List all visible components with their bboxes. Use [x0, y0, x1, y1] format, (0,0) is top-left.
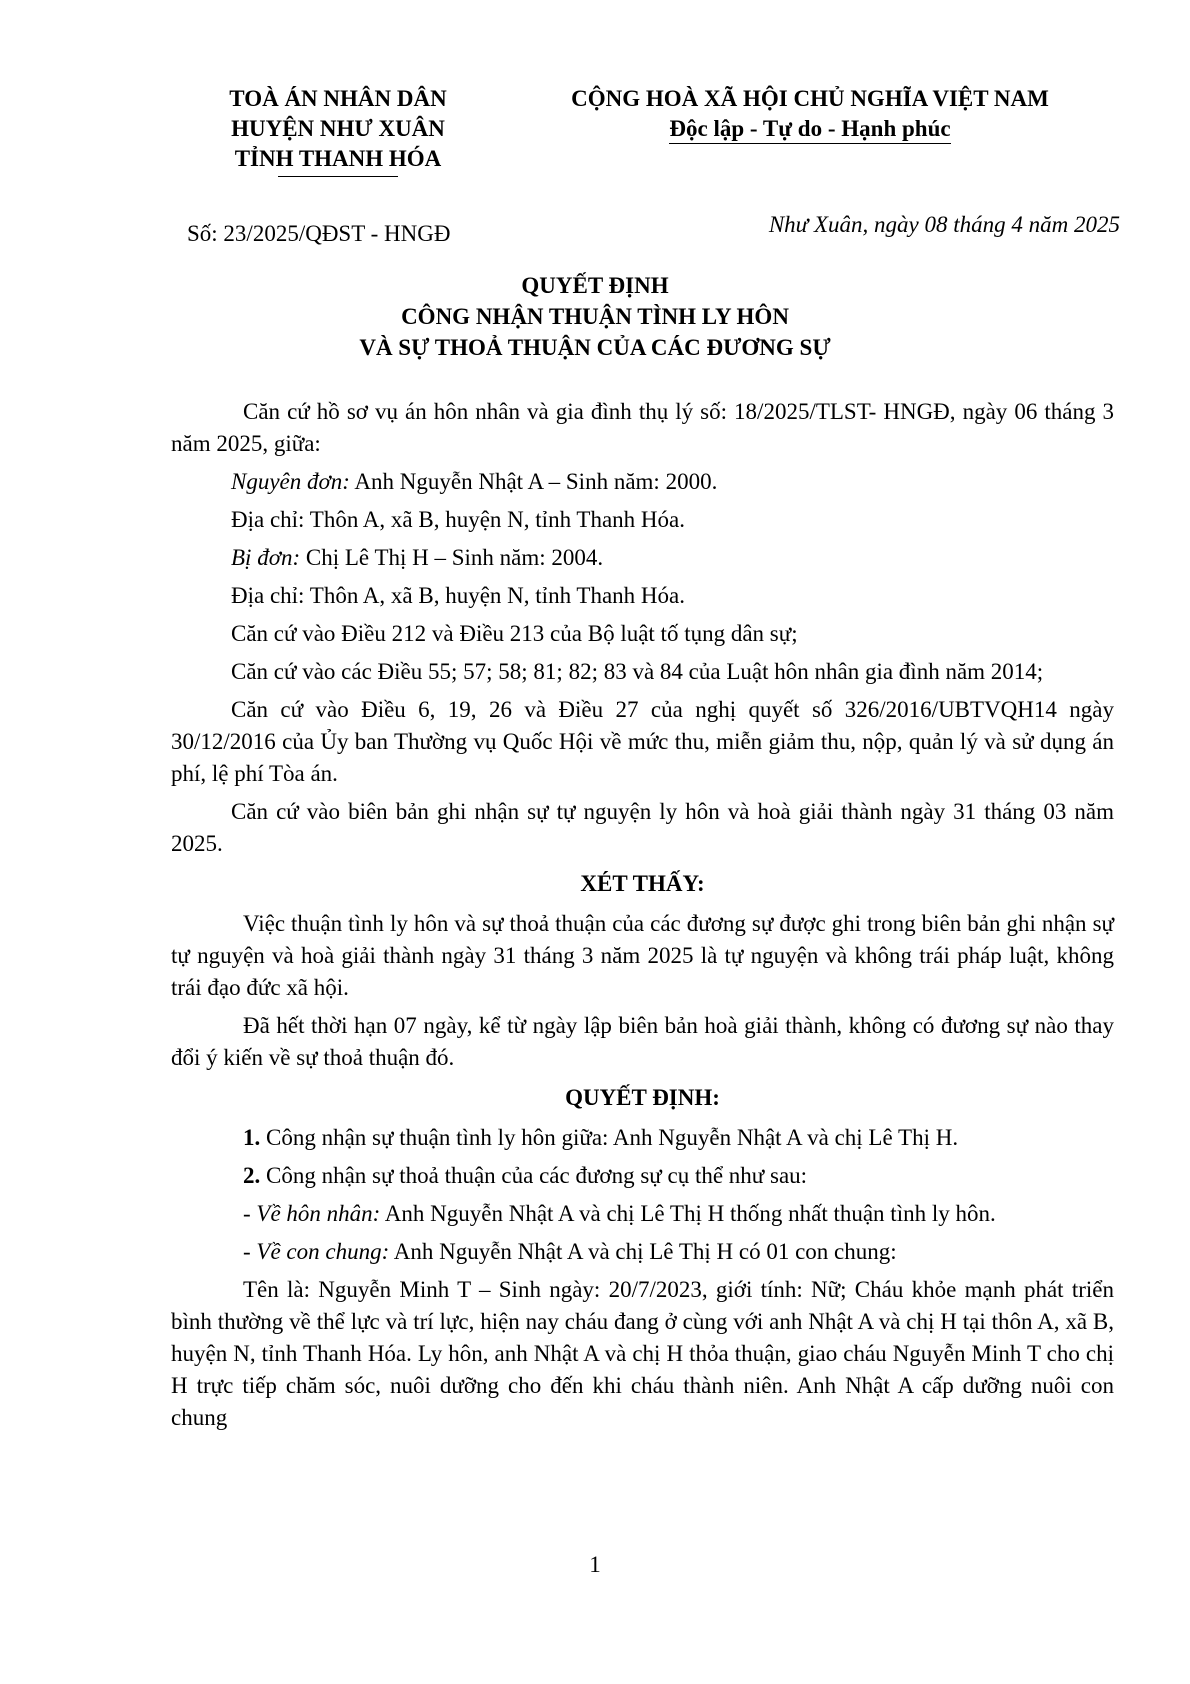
country-name: CỘNG HOÀ XÃ HỘI CHỦ NGHĨA VIỆT NAM — [571, 86, 1049, 111]
plaintiff-line — [171, 466, 1114, 498]
marriage-clause — [171, 1198, 1114, 1230]
decision-item-1 — [171, 1122, 1114, 1154]
findings-heading: XÉT THẤY: — [580, 871, 705, 896]
plaintiff-address: Địa chỉ: Thôn A, xã B, huyện N, tỉnh Thanh Hóa. — [231, 507, 685, 532]
finding-paragraph-1: Việc thuận tình ly hôn và sự thoả thuận của các đương sự được ghi trong biên bản ghi nhận sự tự nguyện và hoà giải thành ngày 31 tháng 3 năm 2025 là tự nguyện và không trái pháp luật, không trái đạo đức xã hội. — [171, 911, 1114, 1000]
title-line-2: CÔNG NHẬN THUẬN TÌNH LY HÔN — [401, 304, 789, 329]
decision-item-2-number: 2. — [243, 1163, 261, 1188]
defendant-line — [171, 542, 1114, 574]
national-motto: Độc lập - Tự do - Hạnh phúc — [669, 115, 950, 144]
title-line-1: QUYẾT ĐỊNH — [521, 273, 669, 298]
marriage-label: - Về hôn nhân: — [243, 1201, 381, 1226]
case-basis-paragraph: Căn cứ hồ sơ vụ án hôn nhân và gia đình thụ lý số: 18/2025/TLST- HNGĐ, ngày 06 tháng 3 năm 2025, giữa: — [171, 399, 1114, 456]
header-left-divider — [278, 176, 398, 177]
child-clause — [171, 1236, 1114, 1268]
marriage-text: Anh Nguyễn Nhật A và chị Lê Thị H thống nhất thuận tình ly hôn. — [380, 1201, 996, 1226]
legal-basis-1: Căn cứ vào Điều 212 và Điều 213 của Bộ luật tố tụng dân sự; — [231, 621, 798, 646]
document-title — [0, 270, 1190, 363]
defendant-value: Chị Lê Thị H – Sinh năm: 2004. — [300, 545, 604, 570]
decision-item-2 — [171, 1160, 1114, 1192]
title-line-3: VÀ SỰ THOẢ THUẬN CỦA CÁC ĐƯƠNG SỰ — [359, 335, 831, 360]
decision-item-1-number: 1. — [243, 1125, 261, 1150]
court-district: HUYỆN NHƯ XUÂN — [231, 116, 445, 141]
national-header — [520, 84, 1100, 144]
document-number: Số: 23/2025/QĐST - HNGĐ — [187, 221, 451, 246]
defendant-address: Địa chỉ: Thôn A, xã B, huyện N, tỉnh Thanh Hóa. — [231, 583, 685, 608]
finding-paragraph-2: Đã hết thời hạn 07 ngày, kể từ ngày lập biên bản hoà giải thành, không có đương sự nào thay đổi ý kiến về sự thoả thuận đó. — [171, 1013, 1114, 1070]
child-detail-paragraph: Tên là: Nguyễn Minh T – Sinh ngày: 20/7/2023, giới tính: Nữ; Cháu khỏe mạnh phát triển bình thường về thể lực và trí lực, hiện nay cháu đang ở cùng với anh Nhật A và chị H tại thôn A, xã B, huyện N, tỉnh Thanh Hóa. Ly hôn, anh Nhật A và chị H thỏa thuận, giao cháu Nguyễn Minh T cho chị H trực tiếp chăm sóc, nuôi dưỡng cho đến khi cháu thành niên. Anh Nhật A cấp dưỡng nuôi con chung — [171, 1277, 1114, 1430]
court-name: TOÀ ÁN NHÂN DÂN — [229, 86, 447, 111]
legal-basis-3: Căn cứ vào Điều 6, 19, 26 và Điều 27 của nghị quyết số 326/2016/UBTVQH14 ngày 30/12/2016 của Ủy ban Thường vụ Quốc Hội về mức thu, miễn giảm thu, nộp, quản lý và sử dụng án phí, lệ phí Tòa án. — [171, 697, 1114, 786]
defendant-label: Bị đơn: — [231, 545, 301, 570]
page-number: 1 — [589, 1552, 601, 1577]
document-body — [171, 396, 1114, 1440]
decision-item-1-text: Công nhận sự thuận tình ly hôn giữa: Anh Nguyễn Nhật A và chị Lê Thị H. — [260, 1125, 959, 1150]
legal-basis-4: Căn cứ vào biên bản ghi nhận sự tự nguyện ly hôn và hoà giải thành ngày 31 tháng 03 năm 2025. — [171, 799, 1114, 856]
decision-item-2-text: Công nhận sự thoả thuận của các đương sự cụ thể như sau: — [260, 1163, 808, 1188]
legal-basis-2: Căn cứ vào các Điều 55; 57; 58; 81; 82; 83 và 84 của Luật hôn nhân gia đình năm 2014; — [231, 659, 1044, 684]
child-text: Anh Nguyễn Nhật A và chị Lê Thị H có 01 con chung: — [389, 1239, 897, 1264]
plaintiff-label: Nguyên đơn: — [231, 469, 350, 494]
child-label: - Về con chung: — [243, 1239, 390, 1264]
plaintiff-value: Anh Nguyễn Nhật A – Sinh năm: 2000. — [349, 469, 718, 494]
decision-heading: QUYẾT ĐỊNH: — [565, 1085, 720, 1110]
place-date: Như Xuân, ngày 08 tháng 4 năm 2025 — [768, 212, 1120, 237]
court-header — [188, 84, 488, 177]
court-province: TỈNH THANH HÓA — [234, 146, 442, 171]
